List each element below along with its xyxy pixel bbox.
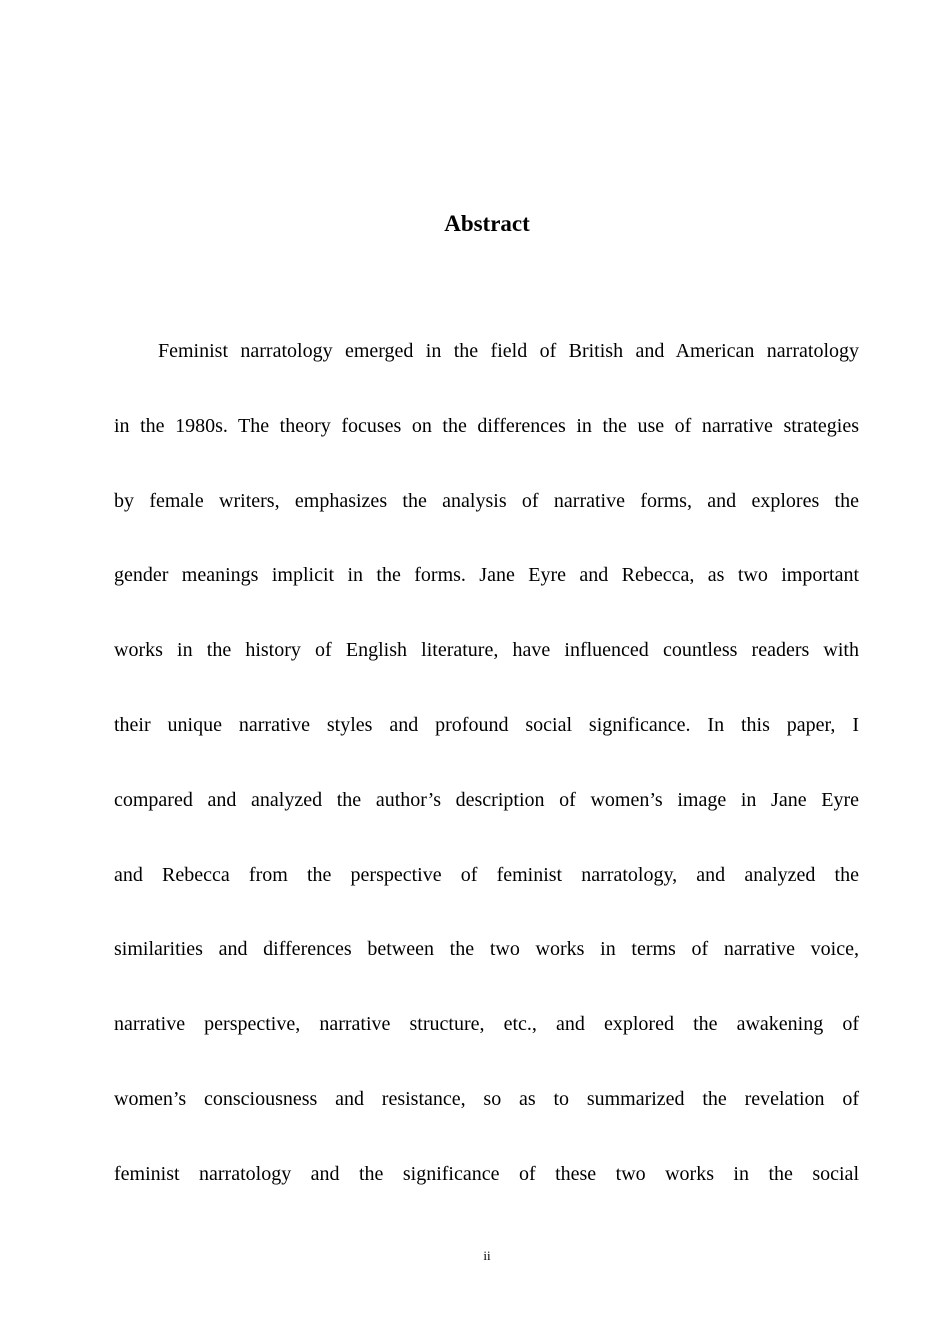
abstract-line: narrative perspective, narrative structure, etc., and explored the awakening of [114, 1013, 859, 1036]
abstract-line: their unique narrative styles and profound social significance. In this paper, I [114, 713, 859, 736]
abstract-body [114, 336, 859, 1234]
abstract-line: feminist narratology and the significance of these two works in the social [114, 1162, 859, 1185]
abstract-line: works in the history of English literature, have influenced countless readers with [114, 639, 859, 662]
abstract-line: similarities and differences between the two works in terms of narrative voice, [114, 938, 859, 961]
abstract-line: compared and analyzed the author’s description of women’s image in Jane Eyre [114, 788, 859, 811]
abstract-line: by female writers, emphasizes the analysis of narrative forms, and explores the [114, 489, 859, 512]
abstract-line: Feminist narratology emerged in the field of British and American narratology [158, 340, 859, 362]
abstract-line: gender meanings implicit in the forms. Jane Eyre and Rebecca, as two important [114, 564, 859, 587]
page-number: ii [483, 1248, 491, 1263]
abstract-line: women’s consciousness and resistance, so as to summarized the revelation of [114, 1087, 859, 1110]
abstract-line: in the 1980s. The theory focuses on the differences in the use of narrative strategies [114, 414, 859, 437]
abstract-line: and Rebecca from the perspective of feminist narratology, and analyzed the [114, 863, 859, 886]
abstract-title: Abstract [444, 211, 530, 236]
